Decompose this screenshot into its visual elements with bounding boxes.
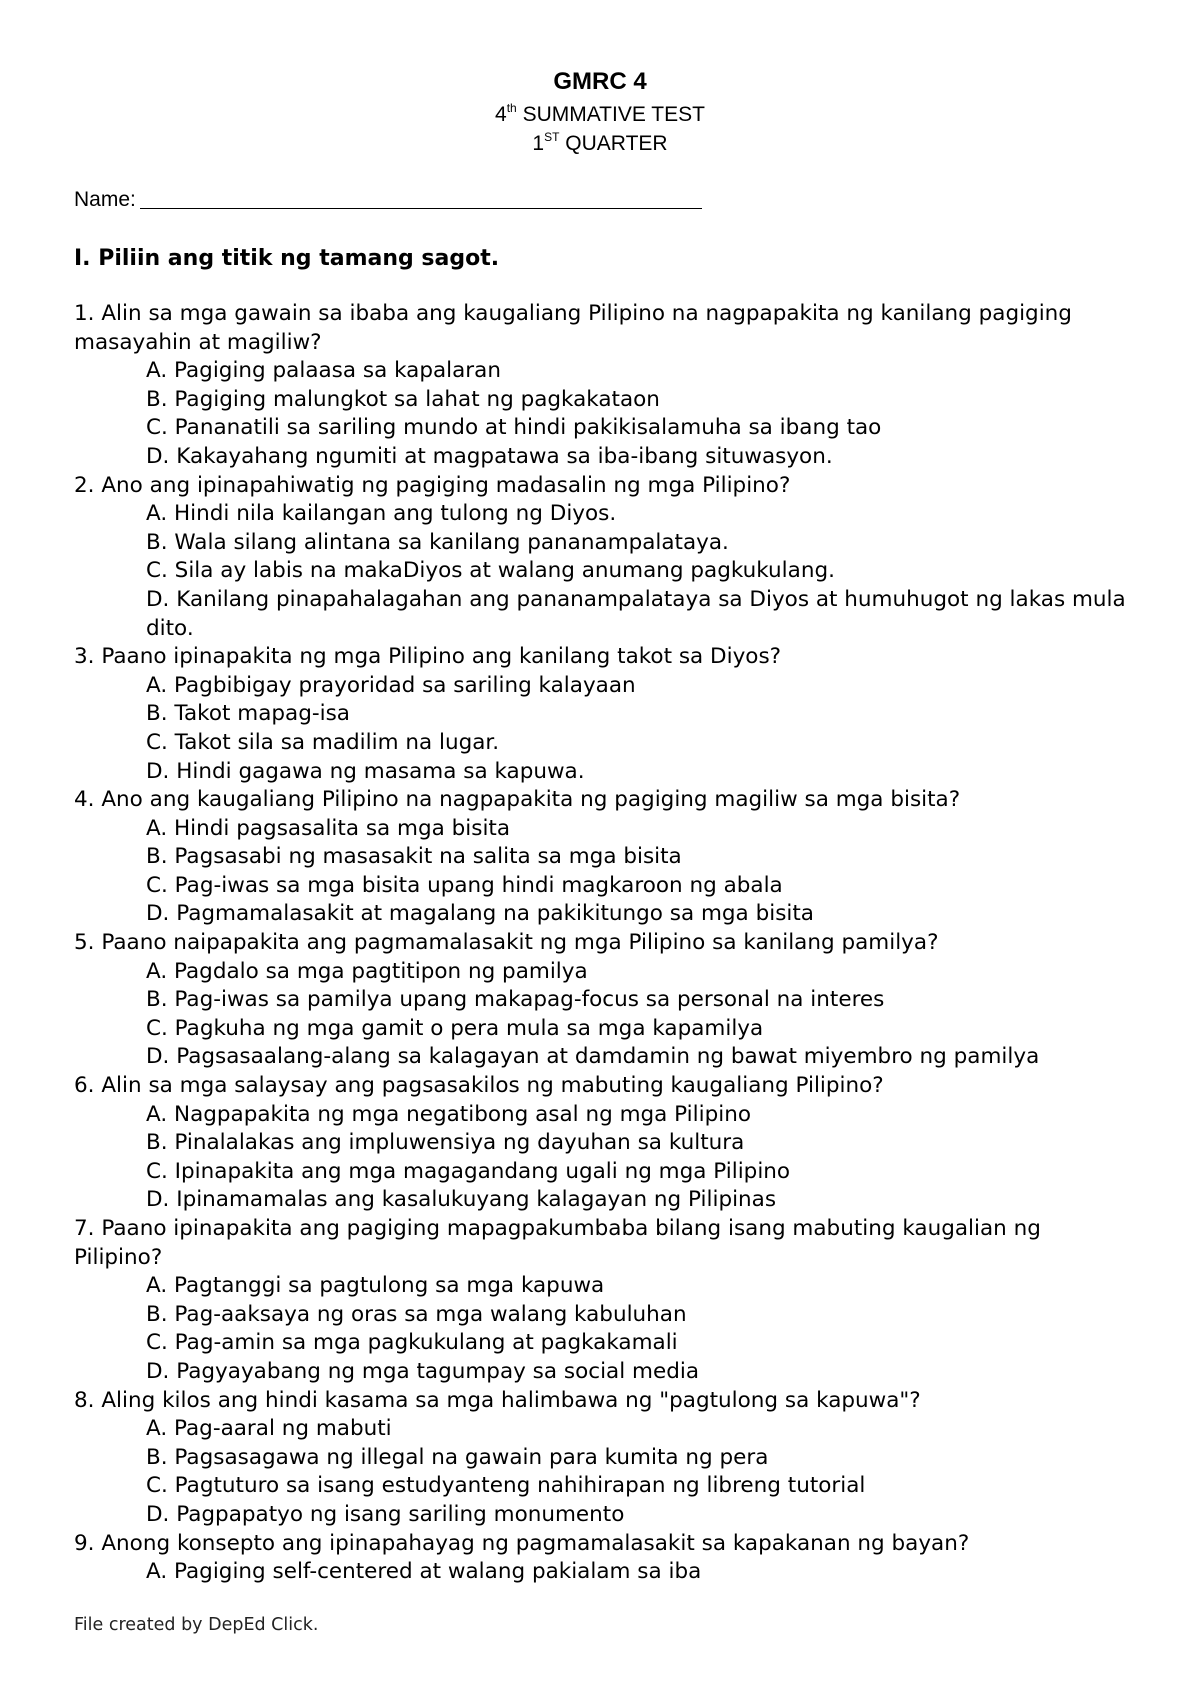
answer-option[interactable]: A. Pagtanggi sa pagtulong sa mga kapuwa (146, 1273, 605, 1299)
answer-option[interactable]: A. Pag-aaral ng mabuti (146, 1416, 392, 1442)
answer-option[interactable]: B. Pag-aaksaya ng oras sa mga walang kabuluhan (146, 1301, 687, 1327)
test-type: SUMMATIVE TEST (522, 103, 705, 126)
test-type-line (0, 101, 1200, 127)
answer-option[interactable]: D. Pagmamalasakit at magalang na pakikitungo sa mga bisita (146, 901, 814, 927)
answer-option[interactable]: B. Pagsasagawa ng illegal na gawain para kumita ng pera (146, 1444, 769, 1470)
question-item (74, 1387, 1134, 1530)
question-item (74, 786, 1134, 929)
answer-option[interactable]: A. Hindi pagsasalita sa mga bisita (146, 815, 511, 841)
section-instruction: I. Piliin ang titik ng tamang sagot. (74, 246, 500, 271)
answer-option[interactable]: B. Wala silang alintana sa kanilang pananampalataya. (146, 529, 729, 555)
answer-option[interactable]: D. Hindi gagawa ng masama sa kapuwa. (146, 758, 585, 784)
question-text: 1. Alin sa mga gawain sa ibaba ang kaugaliang Pilipino na nagpapakita ng kanilang pagiging masayahin at magiliw? (74, 301, 1072, 355)
answer-option[interactable]: B. Takot mapag-isa (146, 701, 350, 727)
answer-option[interactable]: A. Pagiging palaasa sa kapalaran (146, 358, 501, 384)
question-item (74, 929, 1134, 1072)
test-number-suffix: th (506, 101, 517, 115)
quarter-number: 1 (532, 132, 545, 155)
answer-option[interactable]: C. Pag-iwas sa mga bisita upang hindi magkaroon ng abala (146, 872, 783, 898)
question-item (74, 300, 1134, 472)
question-text: 2. Ano ang ipinapahiwatig ng pagiging madasalin ng mga Pilipino? (74, 472, 791, 498)
question-item (74, 643, 1134, 786)
answer-option[interactable]: A. Pagiging self-centered at walang pakialam sa iba (146, 1559, 702, 1585)
answer-option[interactable]: C. Ipinapakita ang mga magagandang ugali ng mga Pilipino (146, 1158, 791, 1184)
name-field[interactable] (140, 186, 702, 209)
answer-option[interactable]: D. Kakayahang ngumiti at magpatawa sa iba-ibang situwasyon. (146, 443, 833, 469)
answer-option[interactable]: A. Pagdalo sa mga pagtitipon ng pamilya (146, 958, 588, 984)
question-item (74, 1215, 1134, 1387)
answer-option[interactable]: A. Hindi nila kailangan ang tulong ng Diyos. (146, 501, 617, 527)
answer-option[interactable]: A. Nagpapakita ng mga negatibong asal ng mga Pilipino (146, 1101, 751, 1127)
answer-option[interactable]: D. Ipinamamalas ang kasalukuyang kalagayan ng Pilipinas (146, 1187, 777, 1213)
name-label: Name: (74, 188, 136, 211)
question-text: 3. Paano ipinapakita ng mga Pilipino ang kanilang takot sa Diyos? (74, 644, 782, 670)
answer-option[interactable]: D. Pagpapatyo ng isang sariling monumento (146, 1501, 625, 1527)
page-title: GMRC 4 (553, 68, 647, 95)
answer-option[interactable]: D. Pagyayabang ng mga tagumpay sa social media (146, 1358, 699, 1384)
answer-option[interactable]: A. Pagbibigay prayoridad sa sariling kalayaan (146, 672, 636, 698)
answer-option[interactable]: B. Pagsasabi ng masasakit na salita sa mga bisita (146, 844, 682, 870)
answer-option[interactable]: B. Pagiging malungkot sa lahat ng pagkakataon (146, 386, 660, 412)
question-text: 5. Paano naipapakita ang pagmamalasakit ng mga Pilipino sa kanilang pamilya? (74, 930, 939, 956)
answer-option[interactable]: D. Pagsasaalang-alang sa kalagayan at damdamin ng bawat miyembro ng pamilya (146, 1044, 1040, 1070)
answer-option[interactable]: C. Pag-amin sa mga pagkukulang at pagkakamali (146, 1330, 678, 1356)
question-text: 7. Paano ipinapakita ang pagiging mapagpakumbaba bilang isang mabuting kaugalian ng Pilipino? (74, 1216, 1041, 1270)
answer-option[interactable]: B. Pinalalakas ang impluwensiya ng dayuhan sa kultura (146, 1130, 745, 1156)
answer-option[interactable]: C. Takot sila sa madilim na lugar. (146, 729, 500, 755)
quarter-number-suffix: ST (544, 130, 560, 144)
name-row (74, 186, 702, 212)
answer-option[interactable]: C. Sila ay labis na makaDiyos at walang anumang pagkukulang. (146, 558, 835, 584)
question-list (74, 300, 1134, 1587)
answer-option[interactable]: D. Kanilang pinapahalagahan ang pananampalataya sa Diyos at humuhugot ng lakas mula dito. (146, 586, 1126, 641)
question-item (74, 1072, 1134, 1215)
footer-credit: File created by DepEd Click. (74, 1615, 319, 1635)
quarter-line (0, 130, 1200, 156)
question-text: 6. Alin sa mga salaysay ang pagsasakilos ng mabuting kaugaliang Pilipino? (74, 1073, 884, 1099)
answer-option[interactable]: C. Pagkuha ng mga gamit o pera mula sa mga kapamilya (146, 1015, 764, 1041)
question-text: 8. Aling kilos ang hindi kasama sa mga halimbawa ng "pagtulong sa kapuwa"? (74, 1387, 921, 1413)
question-item (74, 1530, 1134, 1587)
question-text: 9. Anong konsepto ang ipinapahayag ng pagmamalasakit sa kapakanan ng bayan? (74, 1530, 970, 1556)
test-number: 4 (495, 103, 507, 126)
answer-option[interactable]: B. Pag-iwas sa pamilya upang makapag-focus sa personal na interes (146, 987, 885, 1013)
question-text: 4. Ano ang kaugaliang Pilipino na nagpapakita ng pagiging magiliw sa mga bisita? (74, 787, 961, 813)
answer-option[interactable]: C. Pagtuturo sa isang estudyanteng nahihirapan ng libreng tutorial (146, 1473, 866, 1499)
answer-option[interactable]: C. Pananatili sa sariling mundo at hindi pakikisalamuha sa ibang tao (146, 415, 882, 441)
quarter-label: QUARTER (565, 132, 668, 155)
question-item (74, 472, 1134, 644)
